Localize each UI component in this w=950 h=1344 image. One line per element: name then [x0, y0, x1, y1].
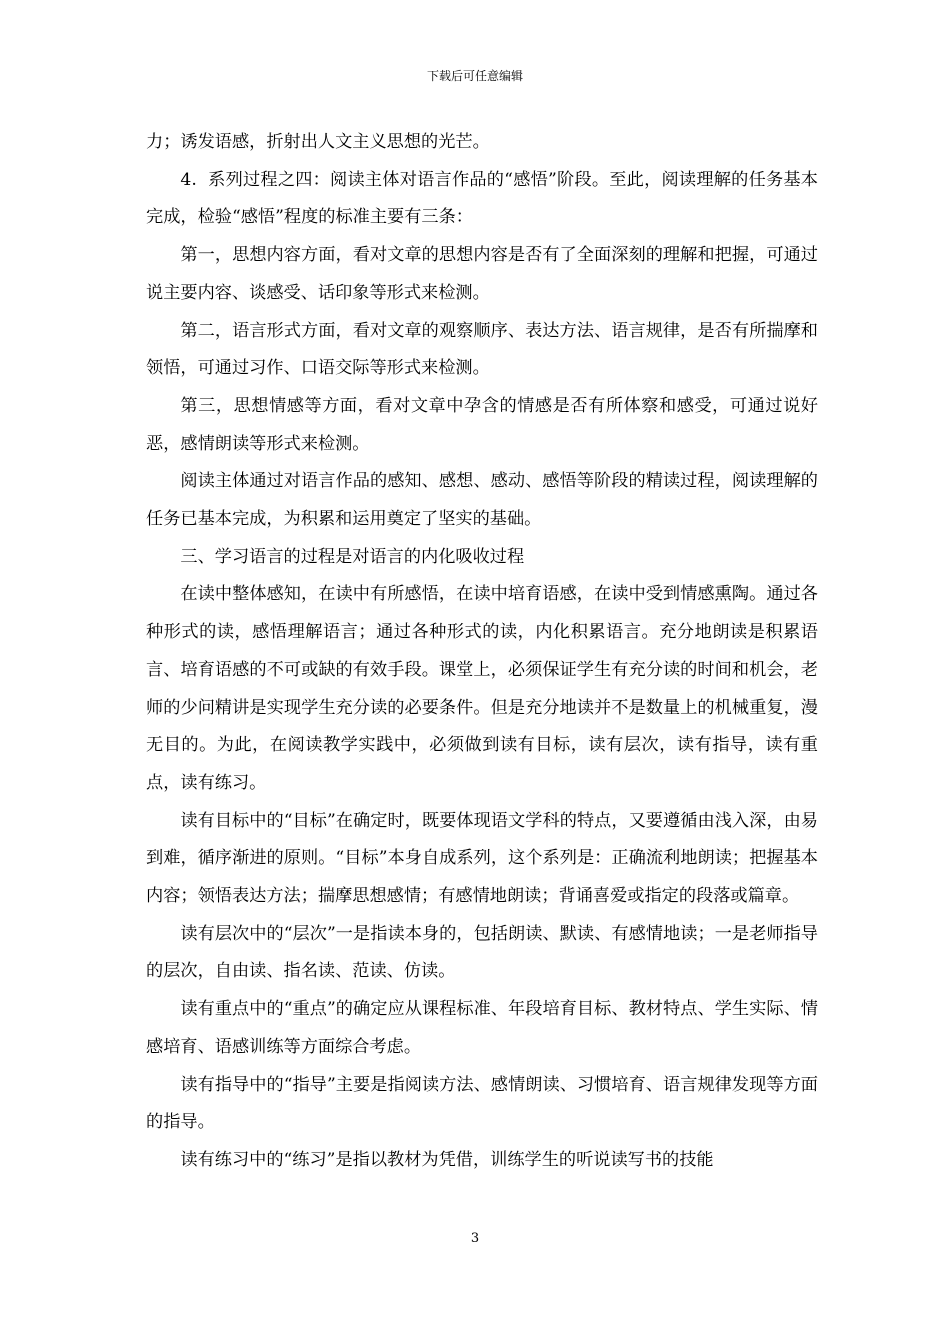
section-heading: 三、学习语言的过程是对语言的内化吸收过程: [180, 546, 525, 567]
paragraph: 读有指导中的“指导”主要是指阅读方法、感情朗读、习惯培育、语言规律发现等方面的指导。: [146, 1074, 818, 1133]
paragraph: 读有重点中的“重点”的确定应从课程标准、年段培育目标、教材特点、学生实际、情感培育、语感训练等方面综合考虑。: [146, 999, 818, 1057]
page-number: 3: [470, 1231, 480, 1246]
paragraph: 第三，思想情感等方面，看对文章中孕含的情感是否有所体察和感受，可通过说好恶，感情朗读等形式来检测。: [146, 395, 818, 454]
paragraph: 读有目标中的“目标”在确定时，既要体现语文学科的特点，又要遵循由浅入深，由易到难，循序渐进的原则。“目标”本身自成系列，这个系列是：正确流利地朗读；把握基本内容；领悟表达方法；揣摩思想感情；有感情地朗读；背诵喜爱或指定的段落或篇章。: [146, 810, 818, 907]
paragraph: 力；诱发语感，折射出人文主义思想的光芒。: [146, 132, 490, 152]
paragraph: 在读中整体感知，在读中有所感悟，在读中培育语感，在读中受到情感熏陶。通过各种形式的读，感悟理解语言；通过各种形式的读，内化积累语言。充分地朗读是积累语言、培育语感的不可或缺的有效手段。课堂上，必须保证学生有充分读的时间和机会，老师的少问精讲是实现学生充分读的必要条件。但是充分地读并不是数量上的机械重复，漫无目的。为此，在阅读教学实践中，必须做到读有目标，读有层次，读有指导，读有重点，读有练习。: [146, 584, 818, 793]
paragraph: 读有层次中的“层次”一是指读本身的，包括朗读、默读、有感情地读；一是老师指导的层次，自由读、指名读、范读、仿读。: [146, 923, 818, 982]
paragraph: 4. 系列过程之四：阅读主体对语言作品的“感悟”阶段。至此，阅读理解的任务基本完成，检验“感悟”程度的标准主要有三条：: [146, 169, 818, 228]
paragraph: 第一，思想内容方面，看对文章的思想内容是否有了全面深刻的理解和把握，可通过说主要内容、谈感受、话印象等形式来检测。: [146, 245, 818, 303]
paragraph: 阅读主体通过对语言作品的感知、感想、感动、感悟等阶段的精读过程，阅读理解的任务已基本完成，为积累和运用奠定了坚实的基础。: [146, 471, 818, 530]
paragraph: 第二，语言形式方面，看对文章的观察顺序、表达方法、语言规律，是否有所揣摩和领悟，可通过习作、口语交际等形式来检测。: [146, 320, 818, 379]
page-header: 下载后可任意编辑: [426, 69, 523, 83]
paragraph: 读有练习中的“练习”是指以教材为凭借，训练学生的听说读写书的技能: [180, 1149, 714, 1170]
document-body: [146, 124, 818, 1180]
